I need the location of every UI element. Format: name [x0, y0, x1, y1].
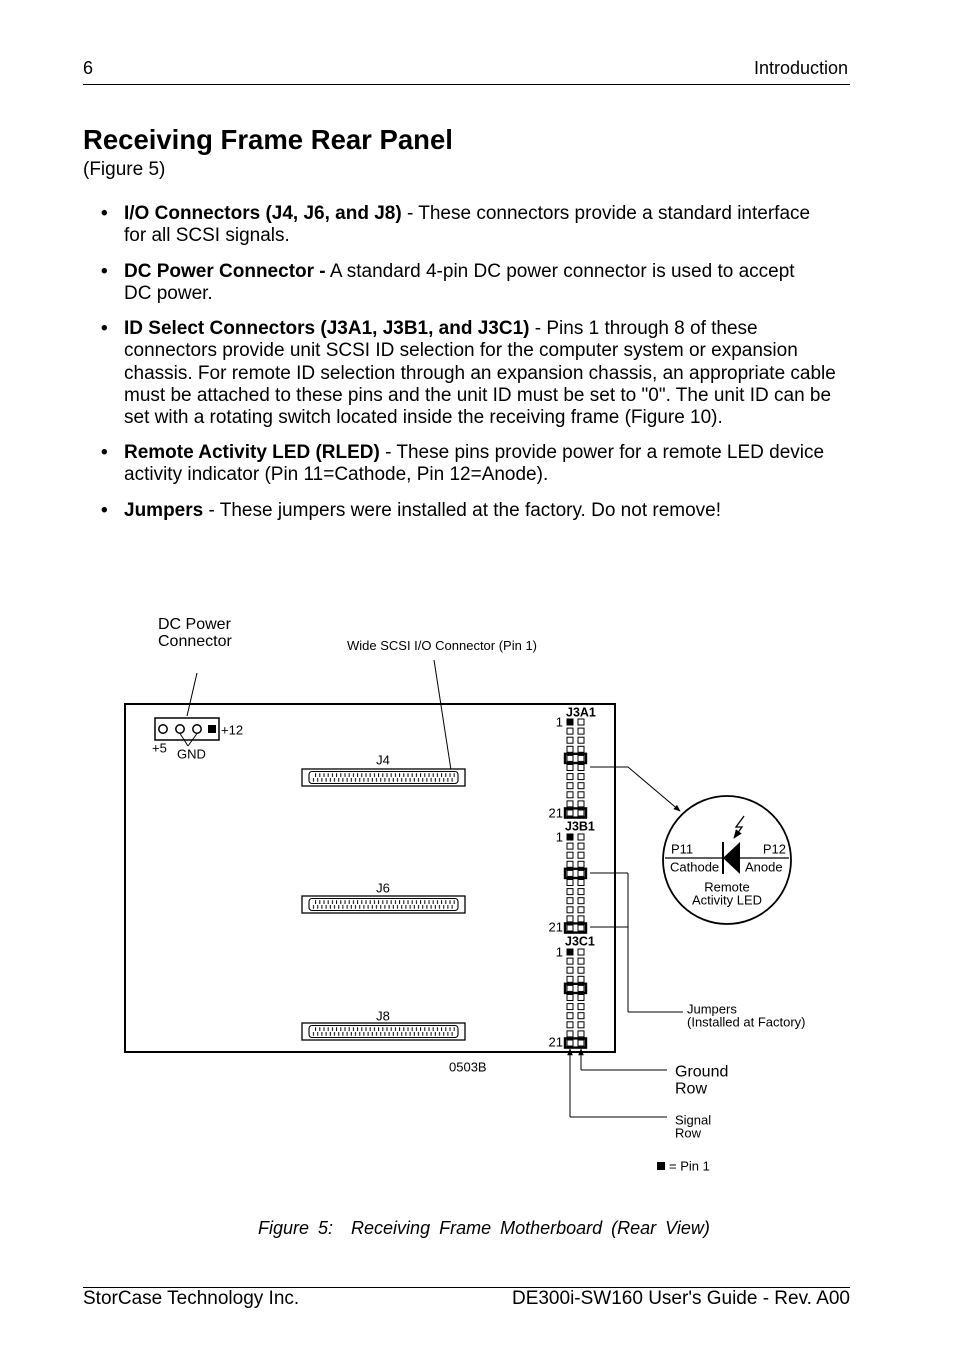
bullet-text — [124, 318, 861, 429]
header-pin — [567, 1031, 573, 1037]
header-pin — [567, 1040, 573, 1046]
bullet-marker — [101, 261, 108, 283]
bullet-marker — [101, 318, 108, 340]
connector-label-j8: J8 — [376, 1008, 390, 1024]
header-pin — [578, 755, 584, 761]
header-pin — [578, 925, 584, 931]
header-pin — [567, 907, 573, 913]
header-j3b1 — [549, 820, 595, 935]
bullet-label: ID Select Connectors (J3A1, J3B1, and J3C1) — [124, 318, 530, 339]
header-pin — [567, 925, 573, 931]
header-pin — [578, 783, 584, 789]
led-title-line1: Remote — [704, 879, 750, 895]
header-pin — [567, 810, 573, 816]
ground-row-label-line1: Ground — [675, 1063, 729, 1081]
remote-led-callout — [663, 796, 791, 924]
header-pin — [567, 958, 573, 964]
header-pin — [567, 1022, 573, 1028]
led-p12-label: P12 — [762, 841, 786, 857]
dc-power-label-line1: DC Power — [158, 616, 231, 633]
header-pin — [567, 861, 573, 867]
bullet-io-connectors — [101, 203, 861, 248]
header-pin — [578, 1004, 584, 1010]
header-pin — [578, 801, 584, 807]
header-pin — [567, 898, 573, 904]
bullet-label: I/O Connectors (J4, J6, and J8) — [124, 203, 402, 224]
header-pin — [567, 728, 573, 734]
wide-scsi-leader-line — [434, 660, 451, 770]
bullet-body: - These pins provide power for a remote LED device activity indicator (Pin 11=Cathode, Pin 12=Anode). — [124, 442, 825, 486]
bullet-remote-activity-led — [101, 442, 861, 487]
bullet-marker — [101, 442, 108, 464]
header-pin — [578, 898, 584, 904]
bullet-label: DC Power Connector - — [124, 261, 326, 282]
header-pin — [567, 746, 573, 752]
header-pin — [578, 1022, 584, 1028]
connector-pins — [312, 1026, 455, 1037]
header-pin — [578, 843, 584, 849]
header-pin — [578, 995, 584, 1001]
motherboard-figure — [0, 590, 954, 1190]
pin-1-marker — [567, 719, 573, 725]
header-pin — [578, 1040, 584, 1046]
header-j3c1 — [549, 935, 595, 1050]
connector-label-j6: J6 — [376, 880, 390, 896]
pin-1-legend-label: = Pin 1 — [669, 1158, 710, 1174]
header-pin — [578, 746, 584, 752]
header-label: J3C1 — [565, 934, 595, 949]
header-pin — [567, 967, 573, 973]
header-pin — [567, 1013, 573, 1019]
header-pin — [578, 861, 584, 867]
led-anode-label: Anode — [745, 859, 783, 875]
page-title: Receiving Frame Rear Panel — [83, 124, 453, 155]
pin-number-last: 21 — [548, 1034, 563, 1050]
header-pin — [567, 916, 573, 922]
dc-pin-1-marker — [208, 725, 216, 733]
led-leader-line — [590, 767, 680, 811]
plus5-label: +5 — [152, 740, 167, 756]
figure-reference: (Figure 5) — [83, 159, 166, 180]
jumpers-label-line2: (Installed at Factory) — [687, 1014, 806, 1030]
header-pin — [567, 843, 573, 849]
pin-1-legend-icon — [657, 1162, 665, 1170]
signal-row-label-line1: Signal — [675, 1112, 712, 1128]
header-pin — [567, 1004, 573, 1010]
header-pin-array — [565, 949, 586, 1048]
header-pin — [578, 719, 584, 725]
jumpers-leader — [590, 873, 683, 1012]
header-pin — [578, 737, 584, 743]
header-pin — [578, 774, 584, 780]
header-pin — [567, 880, 573, 886]
footer-document-title: DE300i-SW160 User's Guide - Rev. A00 — [511, 1288, 850, 1309]
bullet-marker — [101, 500, 108, 522]
header-pin — [578, 870, 584, 876]
pin-number-last: 21 — [548, 805, 563, 821]
bullet-jumpers — [101, 500, 861, 522]
page-number: 6 — [83, 58, 94, 78]
header-pin — [578, 949, 584, 955]
footer-company: StorCase Technology Inc. — [83, 1288, 300, 1309]
pin-number-first: 1 — [555, 829, 563, 845]
led-title-line2: Activity LED — [691, 892, 763, 908]
header-pin — [578, 765, 584, 771]
header-pin — [578, 834, 584, 840]
dc-power-label-line2: Connector — [158, 633, 232, 650]
header-pin — [578, 792, 584, 798]
header-pin — [578, 810, 584, 816]
header-pin — [578, 889, 584, 895]
header-pin — [578, 1013, 584, 1019]
plus12-label: +12 — [221, 722, 244, 738]
header-rule — [83, 84, 850, 85]
connector-pins — [312, 899, 455, 910]
bullet-body: - These jumpers were installed at the factory. Do not remove! — [203, 500, 722, 521]
header-pin — [567, 792, 573, 798]
jumpers-label-line1: Jumpers — [687, 1001, 737, 1017]
bullet-marker — [101, 203, 108, 225]
signal-row-label-line2: Row — [675, 1125, 702, 1141]
figure-caption: Figure 5: Receiving Frame Motherboard (Rear View) — [258, 1218, 710, 1238]
wide-scsi-label: Wide SCSI I/O Connector (Pin 1) — [347, 638, 538, 653]
bullet-text — [124, 442, 861, 487]
bullet-dc-power-connector — [101, 261, 861, 306]
bullet-text — [124, 500, 861, 522]
figure-code: 0503B — [449, 1059, 487, 1075]
connector-j8 — [302, 1023, 465, 1040]
header-pin — [578, 916, 584, 922]
bullet-text — [124, 261, 861, 306]
header-pin — [567, 783, 573, 789]
header-pin — [578, 880, 584, 886]
header-pin — [578, 985, 584, 991]
header-pin — [578, 852, 584, 858]
header-pin — [567, 852, 573, 858]
bullet-label: Jumpers — [124, 500, 204, 521]
bullet-text — [124, 203, 861, 248]
header-pin — [578, 967, 584, 973]
pin-number-last: 21 — [548, 919, 563, 935]
connector-pins — [312, 772, 455, 783]
header-j3a1 — [549, 706, 596, 821]
connector-j6 — [302, 896, 465, 913]
led-cathode-label: Cathode — [670, 859, 720, 875]
header-pin — [567, 995, 573, 1001]
header-label: J3B1 — [565, 819, 595, 834]
header-pin — [578, 728, 584, 734]
connector-label-j4: J4 — [376, 752, 390, 768]
header-pin-array — [565, 834, 586, 933]
header-pin — [567, 889, 573, 895]
header-pin — [567, 765, 573, 771]
header-pin — [567, 755, 573, 761]
bullet-body: - Pins 1 through 8 of these connectors provide unit SCSI ID selection for the computer system or expansion chassis. For remote ID selection through an expansion chassis, an appropriate cable must be attached to these pins and the unit ID must be set to "0". The unit ID can be set with a rotating switch located inside the receiving frame (Figure 10). — [124, 318, 836, 429]
ground-row-label-line2: Row — [675, 1080, 708, 1098]
bullet-label: Remote Activity LED (RLED) — [124, 442, 380, 463]
header-pin — [567, 985, 573, 991]
header-pin-array — [565, 719, 586, 818]
section-title: Introduction — [753, 58, 848, 78]
bullet-id-select-connectors — [101, 318, 861, 429]
header-label: J3A1 — [566, 705, 596, 720]
header-pin — [567, 976, 573, 982]
header-pin — [578, 976, 584, 982]
bullet-body: A standard 4-pin DC power connector is used to accept DC power. — [124, 261, 795, 305]
connector-j4 — [302, 769, 465, 786]
pin-number-first: 1 — [555, 714, 563, 730]
dc-power-leader-line — [187, 673, 197, 716]
header-pin — [567, 737, 573, 743]
pin-1-marker — [567, 949, 573, 955]
header-pin — [578, 958, 584, 964]
pin-1-marker — [567, 834, 573, 840]
header-pin — [567, 774, 573, 780]
header-pin — [578, 907, 584, 913]
led-p11-label: P11 — [671, 841, 694, 857]
gnd-label: GND — [177, 746, 206, 762]
pin-number-first: 1 — [555, 944, 563, 960]
bullet-body: - These connectors provide a standard interface for all SCSI signals. — [124, 203, 811, 247]
header-pin — [578, 1031, 584, 1037]
header-pin — [567, 870, 573, 876]
header-pin — [567, 801, 573, 807]
